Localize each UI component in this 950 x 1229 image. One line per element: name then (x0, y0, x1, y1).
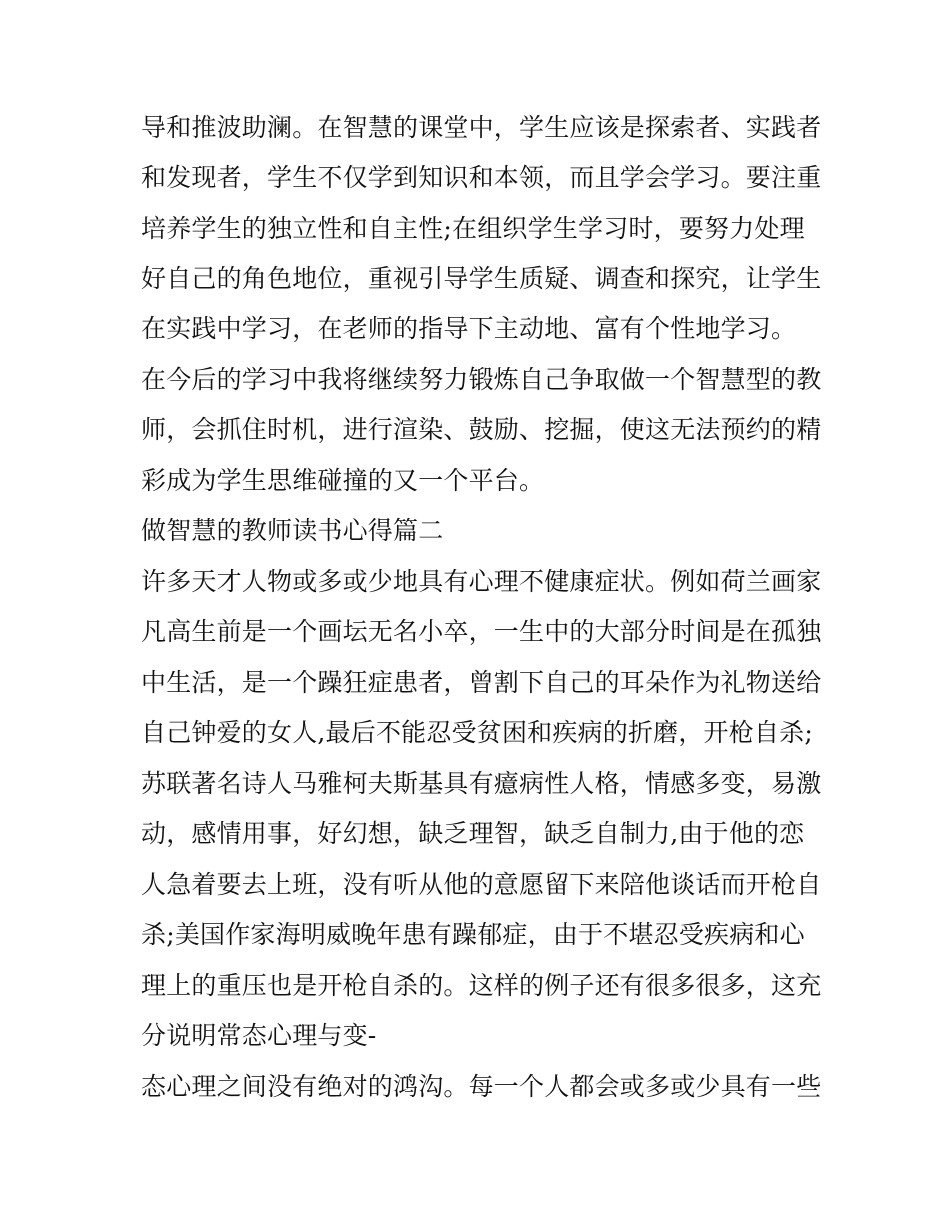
text-line: 理上的重压也是开枪自杀的。这样的例子还有很多很多，这充 (141, 971, 822, 1000)
section-heading: 做智慧的教师读书心得篇二 (141, 516, 444, 545)
text-line: 苏联著名诗人马雅柯夫斯基具有癔病性人格，情感多变，易激 (141, 769, 822, 798)
text-line: 师，会抓住时机，进行渲染、鼓励、挖掘，使这无法预约的精 (141, 415, 822, 444)
text-line: 分说明常态心理与变- (141, 1021, 377, 1050)
text-line: 和发现者，学生不仅学到知识和本领，而且学会学习。要注重 (141, 163, 822, 192)
text-line: 在今后的学习中我将继续努力锻炼自己争取做一个智慧型的教 (141, 365, 822, 394)
text-line: 许多天才人物或多或少地具有心理不健康症状。例如荷兰画家 (141, 567, 822, 596)
text-line: 动，感情用事，好幻想，缺乏理智，缺乏自制力,由于他的恋 (141, 819, 805, 848)
text-line: 彩成为学生思维碰撞的又一个平台。 (141, 466, 545, 495)
text-line: 中生活，是一个躁狂症患者，曾割下自己的耳朵作为礼物送给 (141, 668, 822, 697)
text-line: 自己钟爱的女人,最后不能忍受贫困和疾病的折磨，开枪自杀; (141, 718, 813, 747)
text-line: 培养学生的独立性和自主性;在组织学生学习时，要努力处理 (141, 214, 805, 243)
text-line: 态心理之间没有绝对的鸿沟。每一个人都会或多或少具有一些 (141, 1072, 822, 1101)
text-line: 在实践中学习，在老师的指导下主动地、富有个性地学习。 (141, 314, 797, 343)
text-line: 人急着要去上班，没有听从他的意愿留下来陪他谈话而开枪自 (141, 870, 822, 899)
text-line: 杀;美国作家海明威晚年患有躁郁症，由于不堪忍受疾病和心 (141, 920, 805, 949)
text-line: 好自己的角色地位，重视引导学生质疑、调查和探究，让学生 (141, 264, 822, 293)
text-line: 凡高生前是一个画坛无名小卒，一生中的大部分时间是在孤独 (141, 617, 822, 646)
text-line: 导和推波助澜。在智慧的课堂中，学生应该是探索者、实践者 (141, 113, 822, 142)
